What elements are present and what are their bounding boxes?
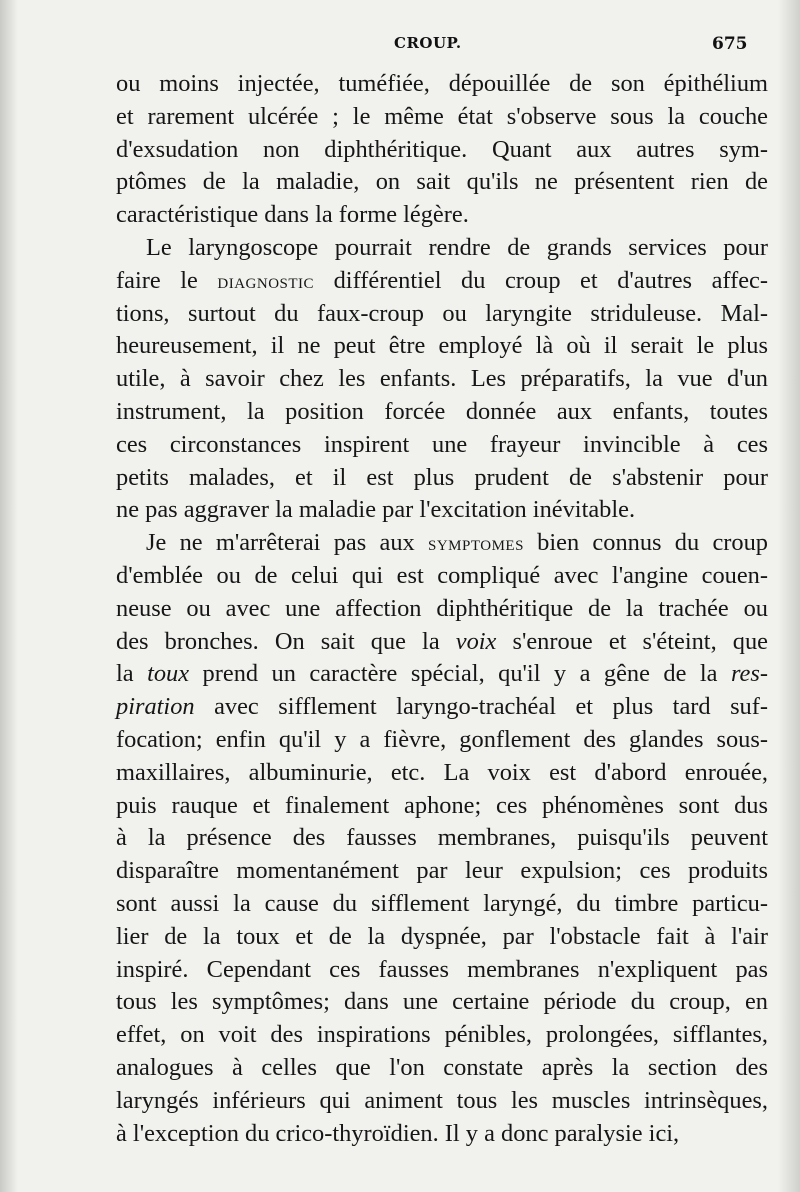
text-line [116, 494, 768, 527]
small-caps-term: diagnostic [217, 268, 315, 293]
text-segment: maxillaires, albuminurie, etc. La voix est d'abord enrouée, [116, 758, 768, 786]
text-line [116, 790, 768, 823]
text-line [116, 330, 768, 363]
text-segment: bien connus du croup [523, 529, 768, 557]
italic-text: voix [455, 627, 497, 655]
text-line [116, 1118, 768, 1151]
text-line [116, 527, 768, 560]
text-segment: ptômes de la maladie, on sait qu'ils ne présentent rien de [116, 168, 768, 196]
text-segment: s'enroue et s'éteint, que [496, 627, 768, 655]
text-segment: sont aussi la cause du sifflement laryngé, du timbre particu- [116, 889, 768, 917]
text-segment: effet, on voit des inspirations pénibles, prolongées, sifflantes, [116, 1021, 768, 1049]
body-text [116, 68, 768, 1150]
text-segment: caractéristique dans la forme légère. [116, 201, 469, 229]
italic-text: toux [147, 660, 190, 688]
text-segment: la [116, 660, 148, 688]
text-segment: analogues à celles que l'on constate après la section des [116, 1053, 768, 1081]
text-line [116, 691, 768, 724]
text-segment: des bronches. On sait que la [116, 627, 456, 655]
text-segment: ne pas aggraver la maladie par l'excitation inévitable. [116, 496, 636, 524]
text-line [116, 232, 768, 265]
running-head [0, 30, 800, 60]
text-line [116, 363, 768, 396]
text-segment: tous les symptômes; dans une certaine période du croup, en [116, 988, 768, 1016]
text-line [116, 1052, 768, 1085]
text-segment: faire le [116, 266, 218, 294]
italic-text: res- [730, 660, 768, 688]
text-segment: utile, à savoir chez les enfants. Les préparatifs, la vue d'un [116, 365, 768, 393]
text-line [116, 888, 768, 921]
text-segment: neuse ou avec une affection diphthéritique de la trachée ou [116, 594, 768, 622]
text-line [116, 658, 768, 691]
text-segment: lier de la toux et de la dyspnée, par l'obstacle fait à l'air [116, 922, 768, 950]
text-line [116, 1085, 768, 1118]
text-line [116, 724, 768, 757]
text-segment: puis rauque et finalement aphone; ces phénomènes sont dus [116, 791, 768, 819]
text-segment: instrument, la position forcée donnée aux enfants, toutes [116, 397, 768, 425]
paragraph [116, 527, 768, 1150]
text-segment: focation; enfin qu'il y a fièvre, gonflement des glandes sous- [116, 725, 768, 753]
paragraph [116, 232, 768, 527]
text-line [116, 396, 768, 429]
text-segment: à la présence des fausses membranes, puisqu'ils peuvent [116, 824, 768, 852]
text-line [116, 265, 768, 298]
text-segment: tions, surtout du faux-croup ou laryngite striduleuse. Mal- [116, 299, 768, 327]
text-segment: d'emblée ou de celui qui est compliqué avec l'angine couen- [116, 561, 768, 589]
text-line [116, 68, 768, 101]
text-line [116, 298, 768, 331]
text-segment: différentiel du croup et d'autres affec- [314, 266, 768, 294]
text-line [116, 166, 768, 199]
text-segment: Je ne m'arrêterai pas aux [146, 529, 428, 557]
text-line [116, 560, 768, 593]
text-segment: et rarement ulcérée ; le même état s'observe sous la couche [116, 102, 768, 130]
text-line [116, 855, 768, 888]
text-line [116, 101, 768, 134]
running-title: CROUP. [394, 34, 462, 52]
text-segment: ces circonstances inspirent une frayeur invincible à ces [116, 430, 768, 458]
text-line [116, 462, 768, 495]
italic-text: piration [116, 693, 195, 721]
text-segment: d'exsudation non diphthéritique. Quant aux autres sym- [116, 135, 768, 163]
text-line [116, 954, 768, 987]
text-line [116, 822, 768, 855]
text-line [116, 199, 768, 232]
text-line [116, 626, 768, 659]
text-segment: laryngés inférieurs qui animent tous les muscles intrinsèques, [116, 1086, 768, 1114]
text-segment: à l'exception du crico-thyroïdien. Il y a donc paralysie ici, [116, 1119, 680, 1147]
text-line [116, 134, 768, 167]
small-caps-term: symptomes [427, 531, 524, 556]
text-line [116, 921, 768, 954]
text-segment: prend un caractère spécial, qu'il y a gêne de la [189, 660, 731, 688]
text-line [116, 593, 768, 626]
text-segment: petits malades, et il est plus prudent de s'abstenir pour [116, 463, 768, 491]
text-line [116, 986, 768, 1019]
text-line [116, 429, 768, 462]
text-segment: heureusement, il ne peut être employé là où il serait le plus [116, 332, 768, 360]
text-segment: ou moins injectée, tuméfiée, dépouillée de son épithélium [116, 70, 768, 97]
text-segment: inspiré. Cependant ces fausses membranes n'expliquent pas [116, 955, 768, 983]
text-segment: Le laryngoscope pourrait rendre de grands services pour [146, 233, 768, 261]
text-segment: avec sifflement laryngo-trachéal et plus tard suf- [194, 693, 768, 721]
page-number: 675 [712, 34, 748, 54]
paragraph [116, 68, 768, 232]
text-line [116, 757, 768, 790]
text-segment: disparaître momentanément par leur expulsion; ces produits [116, 857, 768, 885]
text-line [116, 1019, 768, 1052]
